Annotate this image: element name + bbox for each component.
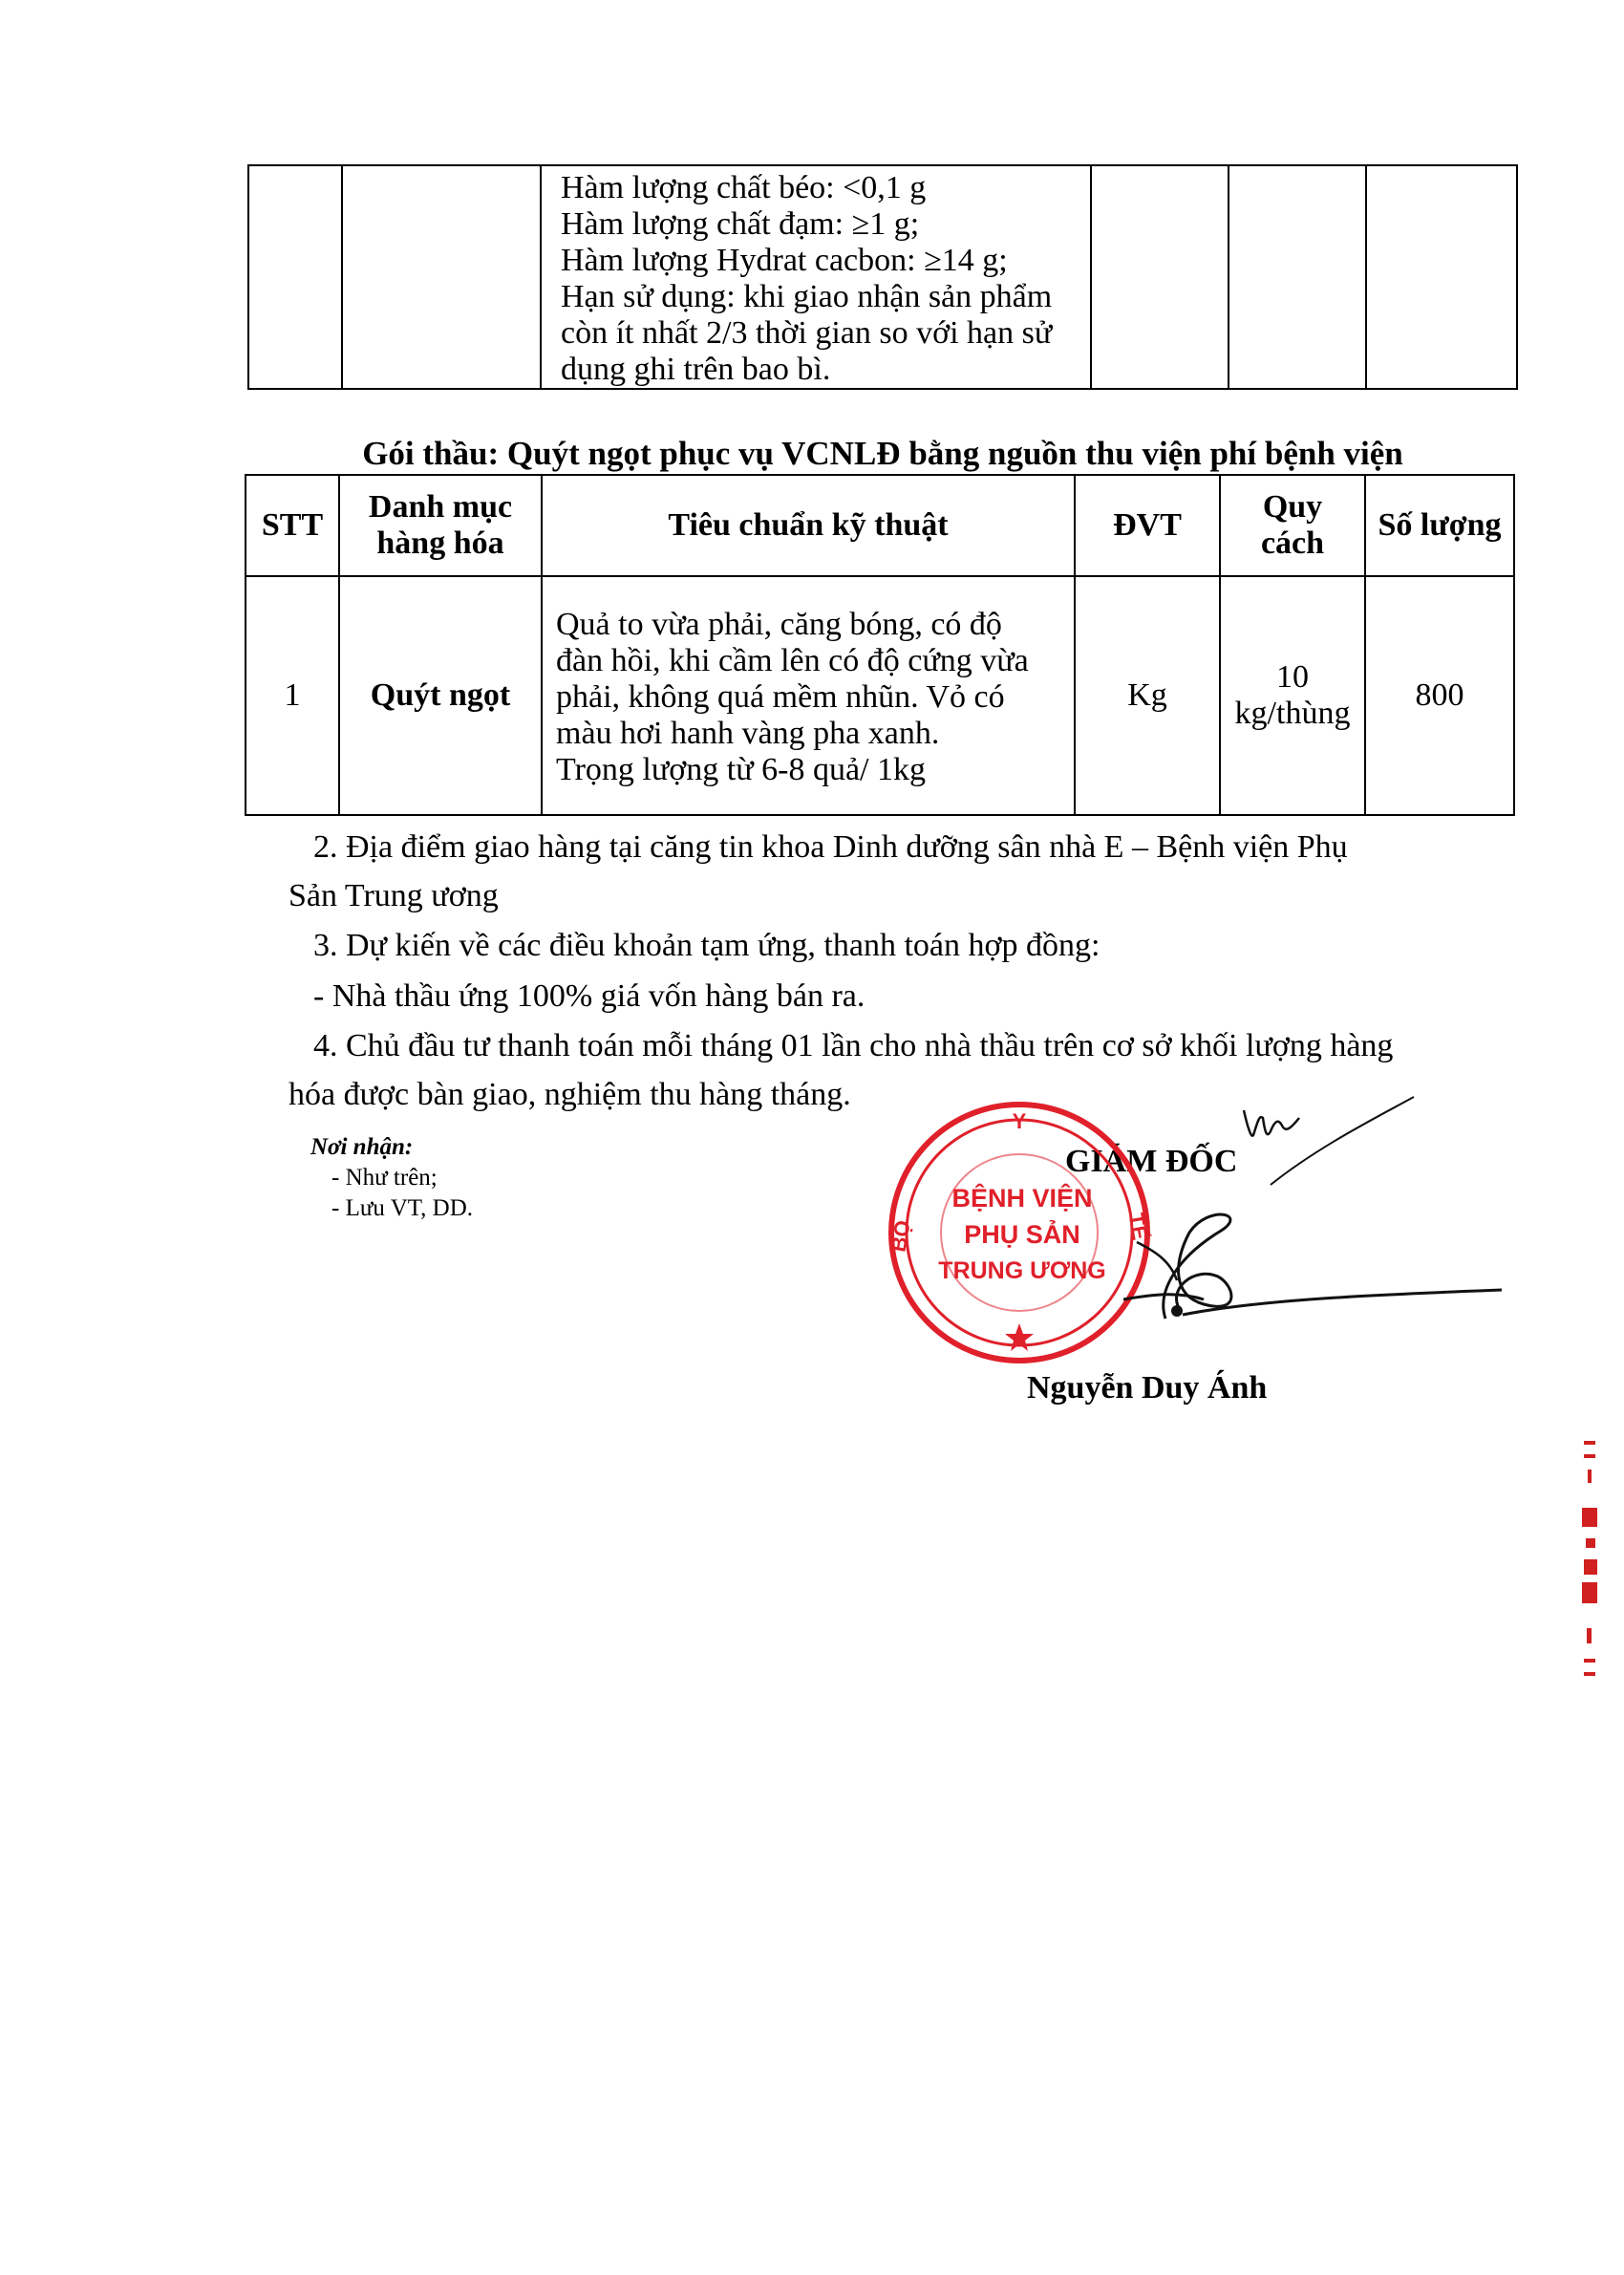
director-title: GIÁM ĐỐC [1065, 1144, 1238, 1179]
spec-line: phải, không quá mềm nhũn. Vỏ có [556, 679, 1005, 715]
recipients [310, 1132, 473, 1224]
paragraph-2-line2: Sản Trung ương [288, 878, 499, 913]
recipient-item: - Như trên; [331, 1165, 438, 1191]
header-item-line1: Danh mục [368, 489, 513, 525]
row-item: Quýt ngọt [339, 576, 542, 815]
spec-line: dụng ghi trên bao bì. [561, 352, 831, 387]
table-row [246, 576, 1514, 815]
header-item-line2: hàng hóa [376, 526, 504, 561]
paragraph-2-line1: 2. Địa điểm giao hàng tại căng tin khoa Dinh dưỡng sân nhà E – Bệnh viện Phụ [313, 829, 1348, 865]
cell-unit [1091, 165, 1229, 389]
cell-spec [541, 165, 1091, 389]
spec-line: Hàm lượng chất béo: <0,1 g [561, 170, 927, 205]
spec-line: Hàm lượng chất đạm: ≥1 g; [561, 206, 920, 242]
header-spec: Tiêu chuẩn kỹ thuật [542, 475, 1075, 576]
stamp-line1: BỆNH VIỆN [951, 1184, 1093, 1213]
header-pack-line2: cách [1260, 526, 1325, 561]
row-pack [1220, 576, 1365, 815]
director-name: Nguyễn Duy Ánh [1027, 1370, 1268, 1406]
row-pack-line2: kg/thùng [1234, 696, 1351, 731]
paragraph-4-line1: 4. Chủ đầu tư thanh toán mỗi tháng 01 lần cho nhà thầu trên cơ sở khối lượng hàng [313, 1028, 1394, 1063]
spec-line: Trọng lượng từ 6-8 quả/ 1kg [556, 752, 926, 787]
paragraph-3: 3. Dự kiến về các điều khoản tạm ứng, thanh toán hợp đồng: [313, 928, 1100, 963]
stamp-top-letter: Y [1012, 1109, 1027, 1133]
paragraph-4-line2: hóa được bàn giao, nghiệm thu hàng tháng. [288, 1077, 851, 1112]
header-stt: STT [246, 475, 339, 576]
continuation-table [247, 164, 1518, 390]
stamp-left-letters: BỘ [886, 1218, 915, 1255]
spec-line: còn ít nhất 2/3 thời gian so với hạn sử [561, 315, 1053, 351]
row-stt: 1 [246, 576, 339, 815]
row-spec [542, 576, 1075, 815]
spec-line: đàn hồi, khi cầm lên có độ cứng vừa [556, 643, 1029, 678]
header-qty: Số lượng [1365, 475, 1514, 576]
signature-icon [1013, 1089, 1509, 1338]
goods-table [245, 474, 1515, 816]
row-unit: Kg [1075, 576, 1220, 815]
row-pack-line1: 10 [1276, 659, 1309, 695]
header-item [339, 475, 542, 576]
stamp-line3: TRUNG ƯƠNG [938, 1257, 1106, 1284]
package-title: Gói thầu: Quýt ngọt phục vụ VCNLĐ bằng nguồn thu viện phí bệnh viện [362, 435, 1403, 472]
header-pack [1220, 475, 1365, 576]
table-header-row [246, 475, 1514, 576]
header-unit: ĐVT [1075, 475, 1220, 576]
recipient-item: - Lưu VT, DD. [331, 1195, 474, 1221]
stamp-line2: PHỤ SẢN [964, 1220, 1080, 1249]
spec-line: Hàm lượng Hydrat cacbon: ≥14 g; [561, 243, 1008, 278]
cell-qty [1366, 165, 1517, 389]
header-pack-line1: Quy [1262, 489, 1323, 525]
cell-pack [1229, 165, 1366, 389]
table-row [248, 165, 1517, 389]
row-qty: 800 [1365, 576, 1514, 815]
cell-item [342, 165, 541, 389]
spec-line: Quả to vừa phải, căng bóng, có độ [556, 607, 1002, 642]
cell-stt [248, 165, 342, 389]
spec-line: màu hơi hanh vàng pha xanh. [556, 716, 940, 751]
recipients-label: Nơi nhận: [310, 1134, 414, 1160]
spec-line: Hạn sử dụng: khi giao nhận sản phẩm [561, 279, 1053, 314]
paragraph-3-bullet: - Nhà thầu ứng 100% giá vốn hàng bán ra. [313, 978, 865, 1014]
edge-mark-icon [1578, 1441, 1603, 1699]
stamp-right-letters: TẾ [1123, 1211, 1153, 1242]
